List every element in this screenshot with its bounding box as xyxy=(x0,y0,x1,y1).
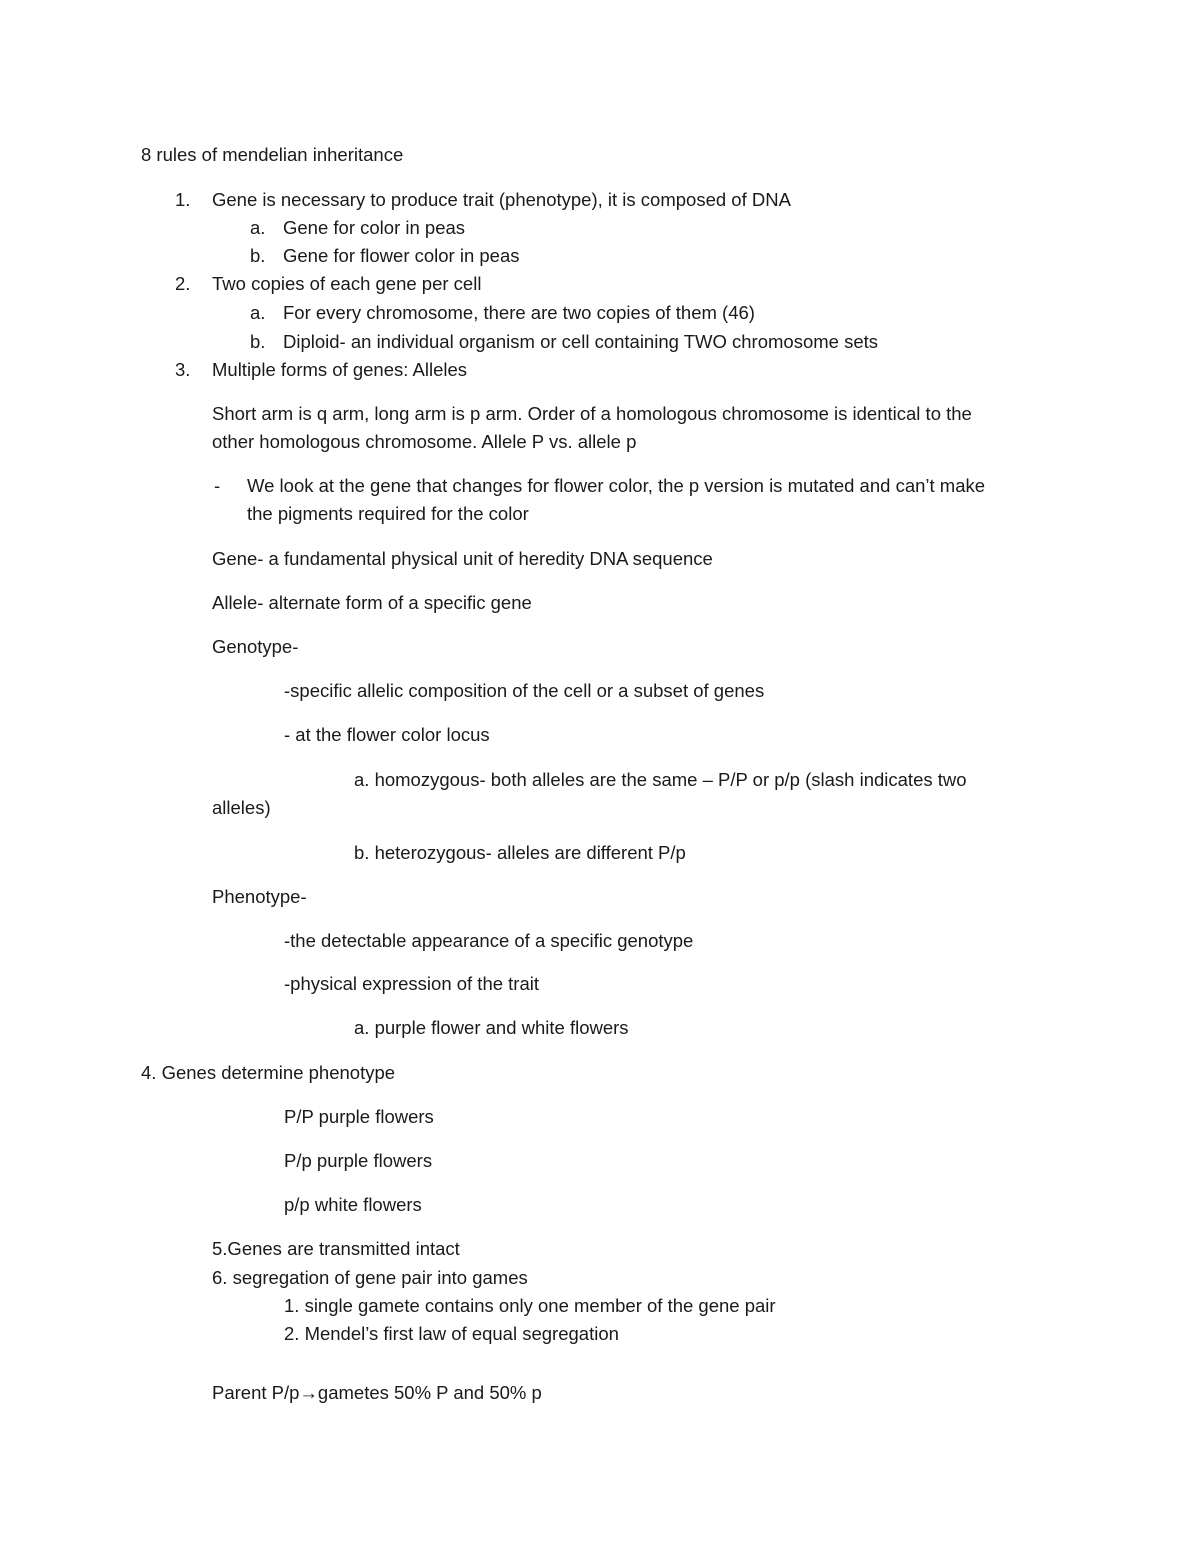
arrow-icon: → xyxy=(299,1382,318,1403)
parent-gametes-line xyxy=(212,1384,542,1403)
rule-6-item: 1. single gamete contains only one member of the gene pair xyxy=(284,1295,776,1316)
definition-gene: Gene- a fundamental physical unit of heredity DNA sequence xyxy=(212,548,713,569)
definition-allele: Allele- alternate form of a specific gene xyxy=(212,592,532,613)
rule-3: Multiple forms of genes: Alleles xyxy=(212,359,468,380)
genotype-homozygous: a. homozygous- both alleles are the same – P/P or p/p (slash indicates two xyxy=(354,769,967,790)
list-number: 3. xyxy=(175,359,191,380)
definition-genotype: Genotype- xyxy=(212,636,299,657)
rule-1: Gene is necessary to produce trait (phenotype), it is composed of DNA xyxy=(212,189,791,210)
rule-1a: Gene for color in peas xyxy=(283,217,466,238)
rule-1b: Gene for flower color in peas xyxy=(283,245,520,266)
genotype-line: -specific allelic composition of the cell or a subset of genes xyxy=(284,680,765,701)
definition-phenotype: Phenotype- xyxy=(212,886,307,907)
paragraph-line: Short arm is q arm, long arm is p arm. Order of a homologous chromosome is identical to the xyxy=(212,403,972,424)
rule-2a: For every chromosome, there are two copies of them (46) xyxy=(283,302,755,323)
rule-2b: Diploid- an individual organism or cell containing TWO chromosome sets xyxy=(283,331,878,352)
dash-item-line: the pigments required for the color xyxy=(247,503,529,524)
list-number: 1. xyxy=(175,189,191,210)
genotype-heterozygous: b. heterozygous- alleles are different P/p xyxy=(354,842,686,863)
rule-6: 6. segregation of gene pair into games xyxy=(212,1267,528,1288)
rule-4-example: p/p white flowers xyxy=(284,1194,422,1215)
rule-4-example: P/P purple flowers xyxy=(284,1106,434,1127)
dash-bullet: - xyxy=(214,475,221,496)
rule-4: 4. Genes determine phenotype xyxy=(141,1062,396,1083)
genotype-line: - at the flower color locus xyxy=(284,724,490,745)
phenotype-example: a. purple flower and white flowers xyxy=(354,1017,629,1038)
paragraph-line: other homologous chromosome. Allele P vs. allele p xyxy=(212,431,637,452)
list-letter: a. xyxy=(250,302,266,323)
phenotype-line: -the detectable appearance of a specific genotype xyxy=(284,930,694,951)
list-number: 2. xyxy=(175,273,191,294)
genotype-homozygous-cont: alleles) xyxy=(212,797,271,818)
rule-5: 5.Genes are transmitted intact xyxy=(212,1238,460,1259)
rule-6-item: 2. Mendel’s first law of equal segregation xyxy=(284,1323,619,1344)
gametes-ratio: gametes 50% P and 50% p xyxy=(317,1382,542,1403)
parent-genotype: Parent P/p xyxy=(212,1382,300,1403)
rule-4-example: P/p purple flowers xyxy=(284,1150,433,1171)
list-letter: b. xyxy=(250,245,266,266)
list-letter: b. xyxy=(250,331,266,352)
rule-2: Two copies of each gene per cell xyxy=(212,273,482,294)
dash-item-line: We look at the gene that changes for flower color, the p version is mutated and can’t make xyxy=(247,475,986,496)
phenotype-line: -physical expression of the trait xyxy=(284,973,540,994)
document-title: 8 rules of mendelian inheritance xyxy=(141,144,404,165)
list-letter: a. xyxy=(250,217,266,238)
